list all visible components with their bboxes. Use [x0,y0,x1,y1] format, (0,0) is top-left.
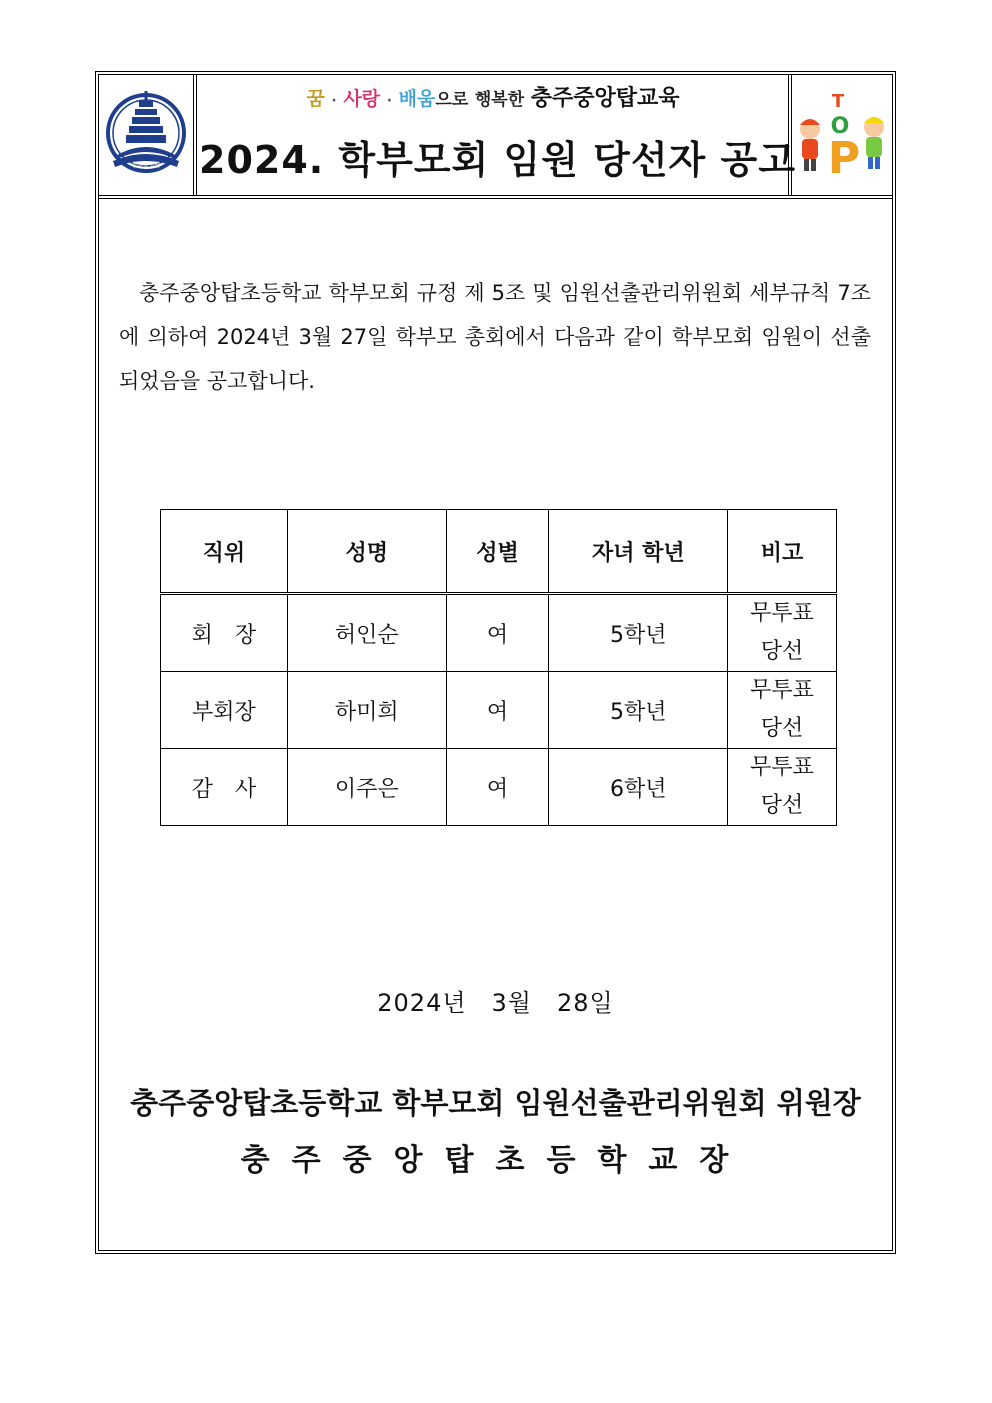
mascot-letter-p: P [827,133,861,184]
slogan-suffix-2: 행복한 [474,90,525,110]
emblem-text: 충주중앙탑 [131,162,161,169]
cell-position: 회 장 [161,594,288,672]
cell-gender: 여 [446,749,549,826]
slogan-learn: 배움 [398,88,436,110]
note-line-2: 당선 [760,716,804,741]
notice-inner-frame [98,74,893,1251]
header-grade: 자녀 학년 [549,510,728,594]
notice-paragraph-block [119,271,871,403]
slogan [199,81,787,112]
cell-name: 이주은 [287,749,446,826]
note-line-2: 당선 [760,639,804,664]
cell-grade: 5학년 [549,594,728,672]
header-name: 성명 [287,510,446,594]
cell-name: 허인순 [287,594,446,672]
cell-grade: 5학년 [549,672,728,749]
cell-grade: 6학년 [549,749,728,826]
logo-divider [196,75,197,195]
table-header-row [161,510,837,594]
slogan-love: 사랑 [343,88,381,110]
note-line-1: 무투표 [750,678,814,703]
cell-note [728,672,837,749]
cell-position: 감 사 [161,749,288,826]
notice-frame [95,71,896,1254]
cell-position: 부회장 [161,672,288,749]
table-row [161,594,837,672]
mascot-letter-o: O [830,114,850,139]
page-title: 2024. 학부모회 임원 당선자 공고 [199,138,796,182]
cell-note [728,594,837,672]
mascot-cell [791,75,892,195]
header-gender: 성별 [446,510,549,594]
notice-paragraph: 충주중앙탑초등학교 학부모회 규정 제 5조 및 임원선출관리위원회 세부규칙 7조에 의하여 2024년 3월 27일 학부모 총회에서 다음과 같이 학부모회 임원이 선출되었음을 공고합니다. [119,281,871,393]
note-line-1: 무투표 [750,755,814,780]
mascot-divider [788,75,789,195]
slogan-dot-1: · [331,93,337,109]
mascot-letter-t: T [831,91,845,112]
signer-principal: 충주중앙탑초등학교장 [240,1143,751,1178]
note-line-2: 당선 [760,793,804,818]
header [99,75,892,196]
slogan-org: 충주중앙탑교육 [530,86,680,111]
slogan-suffix-1: 으로 [435,90,469,110]
slogan-dot-2: · [386,93,393,109]
header-divider [99,198,892,199]
note-line-1: 무투표 [750,601,814,626]
officers-table [160,509,837,826]
school-emblem-icon [99,75,193,195]
cell-gender: 여 [446,594,549,672]
logo-cell [99,75,194,195]
header-position: 직위 [161,510,288,594]
signer-committee-chair: 충주중앙탑초등학교 학부모회 임원선출관리위원회 위원장 [130,1086,861,1120]
notice-date: 2024년 3월 28일 [377,989,614,1017]
header-note: 비고 [728,510,837,594]
table-row [161,749,837,826]
cell-name: 하미희 [287,672,446,749]
cell-note [728,749,837,826]
top-mascot-icon [792,75,892,195]
cell-gender: 여 [446,672,549,749]
slogan-dream: 꿈 [306,88,325,110]
table-row [161,672,837,749]
